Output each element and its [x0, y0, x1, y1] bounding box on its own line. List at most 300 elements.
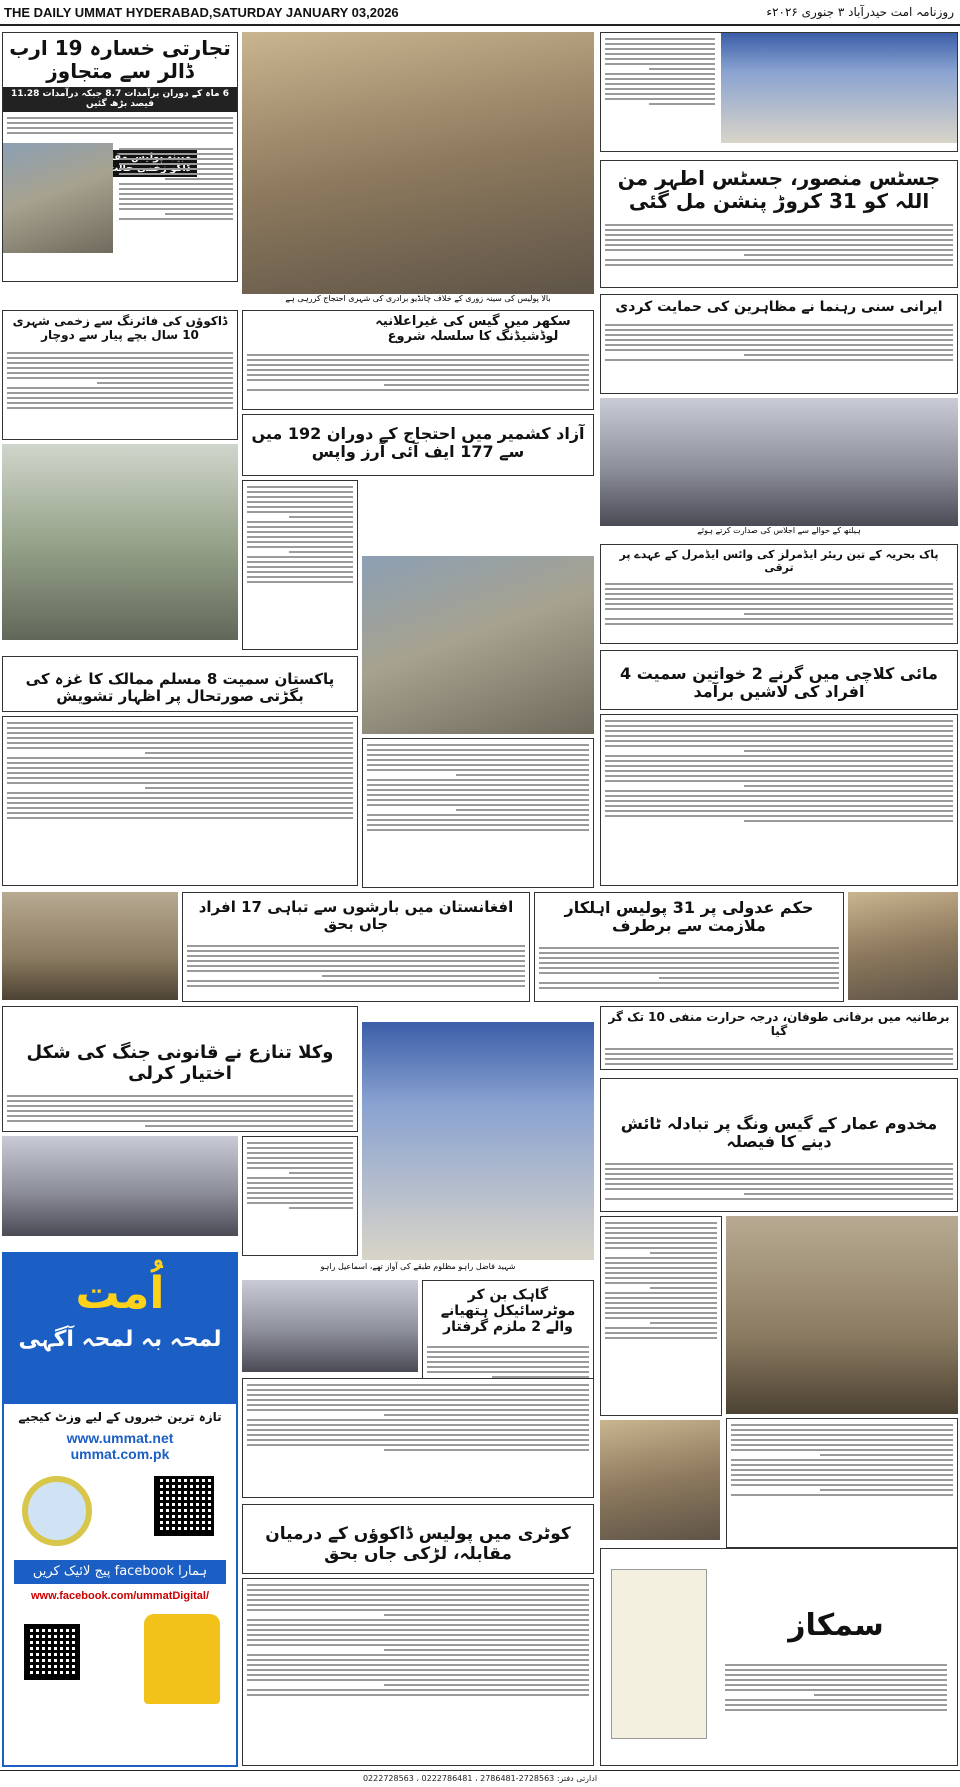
text-line [119, 183, 233, 185]
text-line [247, 1664, 589, 1666]
text-line [165, 213, 233, 215]
text-line [605, 735, 953, 737]
press-conference-photo [242, 1280, 418, 1372]
text-line [456, 809, 589, 811]
text-line [605, 730, 953, 732]
text-line [384, 1614, 589, 1616]
text-line [119, 193, 233, 195]
text-line [7, 352, 233, 354]
text-line [7, 367, 233, 369]
text-line [605, 88, 715, 90]
text-line [119, 148, 233, 150]
text-line [605, 618, 953, 620]
ad-facebook-url[interactable]: www.facebook.com/ummatDigital/ [30, 1590, 210, 1602]
text-line [605, 790, 953, 792]
text-line [731, 1459, 953, 1461]
ad-brand-panel [4, 1254, 236, 1404]
text-line [605, 800, 953, 802]
story-afghan [182, 892, 530, 1002]
text-line [7, 122, 233, 124]
text-line [247, 1187, 353, 1189]
text-line [605, 264, 953, 266]
text-line [605, 349, 953, 351]
text-line [247, 1157, 353, 1159]
headline-iran: ایرانی سنی رہنما نے مظاہرین کی حمایت کردی [615, 299, 943, 315]
firewood-photo [726, 1216, 958, 1414]
text-line [605, 53, 715, 55]
headline-gas: سکھر میں گیس کی غیراعلانیہ لوڈشیڈنگ کا سلسلہ شروع [375, 314, 571, 344]
simkaz-bottle-icon [611, 1569, 707, 1739]
text-line [247, 1419, 589, 1421]
text-line [605, 224, 953, 226]
story-column [242, 480, 358, 650]
footer: ادارتی دفتر: 2728563-2786481 ، 0222786481 ، 0222728563 [0, 1770, 960, 1787]
text-line [605, 43, 715, 45]
story-body [535, 942, 843, 1002]
text-line [605, 765, 953, 767]
headline-ajk: آزاد کشمیر میں احتجاج کے دوران 192 میں سے 177 ایف آئی آرز واپس [251, 424, 585, 462]
text-line [539, 972, 839, 974]
text-line [119, 158, 233, 160]
text-line [605, 1267, 717, 1269]
portrait-photo [848, 892, 958, 1000]
crowd-photo [2, 892, 178, 1000]
text-line [605, 1312, 717, 1314]
shops-photo [2, 444, 238, 640]
text-line [367, 794, 589, 796]
text-line [247, 536, 353, 538]
text-line [605, 1183, 953, 1185]
headline-police31: حکم عدولی پر 31 پولیس اہلکار ملازمت سے برطرف [564, 898, 814, 936]
text-line [187, 960, 525, 962]
meeting-caption: ہیلتھ کے حوالے سے اجلاس کی صدارت کرتے ہوئے [600, 526, 958, 540]
text-line [605, 1337, 717, 1339]
text-line [744, 613, 953, 615]
text-line [605, 38, 715, 40]
story-snow [600, 1006, 958, 1070]
text-line [247, 541, 353, 543]
text-line [605, 78, 715, 80]
text-line [731, 1429, 953, 1431]
text-line [427, 1371, 589, 1373]
text-line [427, 1351, 589, 1353]
text-line [605, 1178, 953, 1180]
headline-lawyers: وکلا تنازع نے قانونی جنگ کی شکل اختیار کرلی [26, 1042, 334, 1084]
story-body [363, 739, 593, 888]
text-line [7, 362, 233, 364]
text-line [247, 1669, 589, 1671]
text-line [605, 805, 953, 807]
text-line [247, 576, 353, 578]
text-line [605, 48, 715, 50]
story-body [3, 717, 357, 886]
text-line [605, 775, 953, 777]
text-line [145, 752, 353, 754]
text-line [367, 799, 589, 801]
headline-karachi: مائی کلاچی میں گرنے 2 خواتین سمیت 4 افراد کی لاشیں برآمد [620, 664, 938, 702]
text-line [7, 392, 233, 394]
text-line [731, 1484, 953, 1486]
text-line [367, 824, 589, 826]
text-line [367, 764, 589, 766]
text-line [605, 1198, 953, 1200]
text-line [367, 749, 589, 751]
text-line [605, 1188, 953, 1190]
story-navy [600, 544, 958, 644]
text-line [187, 985, 525, 987]
text-line [247, 1444, 589, 1446]
text-line [247, 354, 589, 356]
text-line [367, 759, 589, 761]
text-line [247, 1429, 589, 1431]
victim-photo [600, 1420, 720, 1540]
text-line [649, 68, 715, 70]
story-police31 [534, 892, 844, 1002]
masthead-urdu: روزنامہ امت حیدرآباد ۳ جنوری ۲۰۲۶ء [766, 5, 954, 19]
story-column [2, 716, 358, 886]
text-line [427, 1346, 589, 1348]
text-line [247, 1434, 589, 1436]
ad-cta: تازہ ترین خبروں کے لیے وزٹ کیجیے [18, 1410, 222, 1424]
story-body [243, 1379, 593, 1498]
story-justice-pension [600, 160, 958, 288]
story-body [183, 940, 529, 1003]
text-line [605, 745, 953, 747]
text-line [659, 977, 839, 979]
text-line [247, 1424, 589, 1426]
text-line [289, 1207, 353, 1209]
text-line [7, 802, 353, 804]
thumbs-up-icon [144, 1614, 220, 1704]
text-line [605, 583, 953, 585]
text-line [605, 1307, 717, 1309]
text-line [650, 1322, 717, 1324]
text-line [247, 526, 353, 528]
text-line [247, 546, 353, 548]
text-line [247, 491, 353, 493]
story-body [601, 33, 719, 151]
text-line [605, 603, 953, 605]
story-body [3, 1090, 357, 1132]
text-line [605, 1272, 717, 1274]
injured-man-photo [3, 143, 113, 253]
text-line [605, 229, 953, 231]
story-dacoit-firing [2, 310, 238, 440]
text-line [605, 1262, 717, 1264]
text-line [187, 965, 525, 967]
text-line [605, 1327, 717, 1329]
text-line [367, 814, 589, 816]
text-line [7, 742, 353, 744]
text-line [247, 496, 353, 498]
text-line [605, 344, 953, 346]
text-line [165, 178, 233, 180]
text-line [247, 1594, 589, 1596]
text-line [367, 754, 589, 756]
text-line [725, 1709, 947, 1711]
text-line [7, 807, 353, 809]
text-line [7, 772, 353, 774]
text-line [367, 784, 589, 786]
text-line [731, 1434, 953, 1436]
ad-url-1[interactable]: www.ummat.net [66, 1430, 174, 1446]
text-line [119, 163, 233, 165]
text-line [145, 1125, 353, 1127]
headline-afghan: افغانستان میں بارشوں سے تباہی 17 افراد جاں بحق [198, 898, 514, 934]
text-line [247, 1142, 353, 1144]
text-line [247, 359, 589, 361]
text-line [247, 1394, 589, 1396]
story-body [601, 319, 957, 387]
story-body [601, 1217, 721, 1416]
text-line [731, 1474, 953, 1476]
text-line [731, 1469, 953, 1471]
story-body [243, 349, 593, 410]
text-line [731, 1424, 953, 1426]
text-line [384, 1414, 589, 1416]
text-line [384, 384, 589, 386]
text-line [119, 198, 233, 200]
story-body [115, 143, 237, 273]
text-line [7, 757, 353, 759]
text-line [539, 957, 839, 959]
headline-pak8: پاکستان سمیت 8 مسلم ممالک کا غزہ کی بگڑتی صورتحال پر اظہار تشویش [25, 670, 335, 706]
text-line [247, 364, 589, 366]
text-line [605, 83, 715, 85]
text-line [247, 511, 353, 513]
text-line [731, 1479, 953, 1481]
text-line [605, 239, 953, 241]
text-line [725, 1699, 947, 1701]
text-line [247, 1604, 589, 1606]
story-body [601, 219, 957, 288]
text-line [247, 1694, 589, 1696]
text-line [367, 744, 589, 746]
text-line [7, 1095, 353, 1097]
text-line [187, 955, 525, 957]
text-line [367, 779, 589, 781]
text-line [247, 1439, 589, 1441]
story-column [362, 738, 594, 888]
text-line [605, 339, 953, 341]
text-line [247, 486, 353, 488]
text-line [7, 132, 233, 134]
text-line [605, 1237, 717, 1239]
text-line [7, 767, 353, 769]
text-line [605, 1247, 717, 1249]
story-trade-loss [2, 32, 238, 282]
text-line [247, 1689, 589, 1691]
text-line [247, 1192, 353, 1194]
text-line [247, 379, 589, 381]
text-line [289, 516, 353, 518]
text-line [605, 1282, 717, 1284]
story-body [601, 578, 957, 644]
text-line [427, 1366, 589, 1368]
text-line [605, 63, 715, 65]
story-pak8 [2, 656, 358, 712]
text-line [605, 1257, 717, 1259]
text-line [247, 1152, 353, 1154]
text-line [7, 1120, 353, 1122]
text-line [649, 103, 715, 105]
text-line [427, 1361, 589, 1363]
text-line [605, 1163, 953, 1165]
ummat-ad [2, 1252, 238, 1767]
text-line [119, 153, 233, 155]
text-line [247, 1679, 589, 1681]
text-line [145, 787, 353, 789]
headline-dacoit-firing: ڈاکوؤں کی فائرنگ سے زخمی شہری 10 سال بچے پیار سے دوچار [12, 314, 228, 342]
text-line [605, 1292, 717, 1294]
text-line [247, 369, 589, 371]
text-line [605, 720, 953, 722]
simkaz-ad [600, 1548, 958, 1766]
text-line [384, 1449, 589, 1451]
text-line [7, 782, 353, 784]
story-body [243, 1579, 593, 1766]
qr-code-icon [24, 1624, 80, 1680]
story-ajk [242, 414, 594, 476]
text-line [605, 259, 953, 261]
text-line [247, 1674, 589, 1676]
text-line [605, 598, 953, 600]
text-line [247, 1202, 353, 1204]
text-line [605, 73, 715, 75]
text-line [605, 760, 953, 762]
story-body [243, 481, 357, 650]
text-line [247, 1399, 589, 1401]
text-line [187, 980, 525, 982]
story-column [600, 1216, 722, 1416]
text-line [247, 1384, 589, 1386]
text-line [605, 359, 953, 361]
text-line [7, 357, 233, 359]
text-line [384, 1649, 589, 1651]
text-line [384, 1684, 589, 1686]
text-line [247, 1409, 589, 1411]
text-line [820, 1489, 953, 1491]
text-line [119, 218, 233, 220]
text-line [820, 1454, 953, 1456]
text-line [605, 1317, 717, 1319]
text-line [247, 1599, 589, 1601]
text-line [731, 1439, 953, 1441]
text-line [539, 982, 839, 984]
text-line [725, 1674, 947, 1676]
shahid-caption: شہید فاضل راہو مظلوم طبقے کی آواز تھے، اسماعیل راہو [242, 1262, 594, 1276]
text-line [247, 1659, 589, 1661]
simkaz-brand: سمکاز [788, 1608, 884, 1643]
text-line [367, 769, 589, 771]
story-kotri [242, 1504, 594, 1574]
conference-photo [2, 1136, 238, 1236]
text-line [731, 1464, 953, 1466]
magnifier-icon [22, 1476, 92, 1546]
text-line [605, 1173, 953, 1175]
text-line [367, 789, 589, 791]
group-photo [721, 33, 958, 143]
text-line [247, 561, 353, 563]
headline-justice-pension: جسٹس منصور، جسٹس اطہر من اللہ کو 31 کروڑ پنشن مل گئی [617, 166, 941, 213]
text-line [725, 1679, 947, 1681]
text-line [605, 725, 953, 727]
story-column [600, 714, 958, 886]
text-line [539, 947, 839, 949]
text-line [7, 402, 233, 404]
text-line [725, 1689, 947, 1691]
qr-code-icon [154, 1476, 214, 1536]
text-line [247, 1389, 589, 1391]
text-line [247, 1584, 589, 1586]
text-line [247, 556, 353, 558]
ad-facebook-label: ہمارا facebook پیج لائیک کریں [14, 1560, 226, 1584]
story-body [243, 1137, 357, 1256]
text-line [605, 1048, 953, 1050]
text-line [7, 737, 353, 739]
text-line [744, 785, 953, 787]
protest-photo [242, 32, 594, 294]
text-line [605, 334, 953, 336]
text-line [605, 1053, 953, 1055]
text-line [119, 168, 233, 170]
story-body [601, 1158, 957, 1212]
text-line [605, 1058, 953, 1060]
text-line [605, 1277, 717, 1279]
story-iran [600, 294, 958, 394]
story-column [242, 1378, 594, 1498]
text-line [247, 1589, 589, 1591]
text-line [605, 770, 953, 772]
text-line [7, 1115, 353, 1117]
text-line [605, 1222, 717, 1224]
text-line [322, 975, 525, 977]
headline-snow: برطانیہ میں برفانی طوفان، درجہ حرارت منفی 10 تک گر گیا [608, 1010, 950, 1038]
text-line [7, 127, 233, 129]
story-body [601, 1043, 957, 1070]
masthead [0, 0, 960, 26]
text-line [247, 501, 353, 503]
text-line [605, 1063, 953, 1065]
story-body [601, 715, 957, 886]
text-line [247, 1177, 353, 1179]
story-lawyers [2, 1006, 358, 1132]
text-line [605, 93, 715, 95]
text-line [605, 1332, 717, 1334]
text-line [744, 354, 953, 356]
text-line [7, 817, 353, 819]
text-line [247, 1162, 353, 1164]
ad-brand: اُمت [75, 1268, 165, 1319]
ad-tagline: لمحہ بہ لمحہ آگہی [18, 1327, 222, 1352]
text-line [725, 1669, 947, 1671]
text-line [427, 1356, 589, 1358]
text-line [247, 1609, 589, 1611]
story-gas [242, 310, 594, 410]
headline-trade-loss: تجارتی خسارہ 19 ارب ڈالر سے متجاوز [9, 36, 231, 83]
text-line [97, 382, 233, 384]
text-line [539, 987, 839, 989]
headline-robbers: گاہک بن کر موٹرسائیکل ہتھیانے والے 2 ملزم گرفتار [440, 1287, 576, 1336]
text-line [605, 608, 953, 610]
text-line [725, 1684, 947, 1686]
text-line [725, 1704, 947, 1706]
text-line [650, 1252, 717, 1254]
text-line [539, 967, 839, 969]
ad-url-2[interactable]: ummat.com.pk [70, 1446, 170, 1462]
text-line [247, 1197, 353, 1199]
text-line [247, 1644, 589, 1646]
